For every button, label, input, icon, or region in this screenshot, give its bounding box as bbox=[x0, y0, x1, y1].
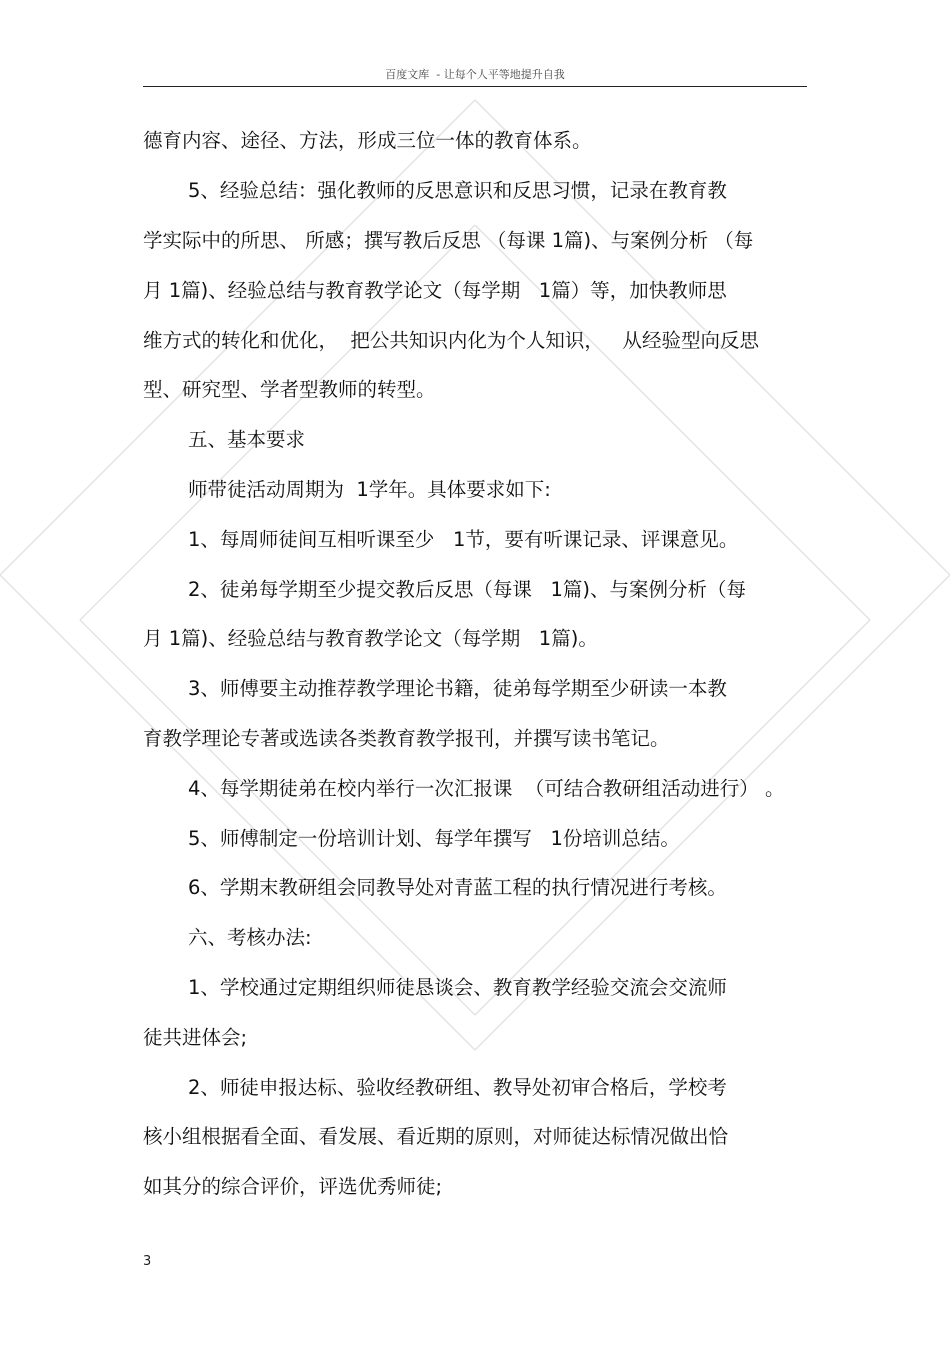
body-line: 3、师傅要主动推荐教学理论书籍，徒弟每学期至少研读一本教 bbox=[188, 677, 727, 700]
page-header: 百度文库 - 让每个人平等地提升自我 bbox=[385, 68, 565, 81]
body-line: 育教学理论专著或选读各类教育教学报刊，并撰写读书笔记。 bbox=[143, 727, 670, 750]
page-number: 3 bbox=[143, 1254, 152, 1269]
body-line: 1、每周师徒间互相听课至少 1节，要有听课记录、评课意见。 bbox=[188, 528, 739, 551]
body-line: 维方式的转化和优化， 把公共知识内化为个人知识， 从经验型向反思 bbox=[143, 329, 759, 352]
body-line: 月 1篇)、经验总结与教育教学论文（每学期 1篇)。 bbox=[143, 627, 598, 650]
section-heading: 五、基本要求 bbox=[188, 428, 306, 451]
body-line: 2、师徒申报达标、验收经教研组、教导处初审合格后，学校考 bbox=[188, 1076, 727, 1099]
body-line: 徒共进体会; bbox=[143, 1026, 248, 1049]
header-divider bbox=[143, 86, 807, 87]
body-line: 学实际中的所思、 所感；撰写教后反思 （每课 1篇)、与案例分析 （每 bbox=[143, 229, 754, 252]
body-line: 5、经验总结：强化教师的反思意识和反思习惯，记录在教育教 bbox=[188, 179, 727, 202]
body-line: 4、每学期徒弟在校内举行一次汇报课 （可结合教研组活动进行） 。 bbox=[188, 777, 785, 800]
body-line: 月 1篇)、经验总结与教育教学论文（每学期 1篇）等，加快教师思 bbox=[143, 279, 727, 302]
body-line: 1、学校通过定期组织师徒恳谈会、教育教学经验交流会交流师 bbox=[188, 976, 727, 999]
body-line: 5、师傅制定一份培训计划、每学年撰写 1份培训总结。 bbox=[188, 827, 680, 850]
body-line: 2、徒弟每学期至少提交教后反思（每课 1篇)、与案例分析（每 bbox=[188, 578, 747, 601]
body-line: 型、研究型、学者型教师的转型。 bbox=[143, 378, 436, 401]
section-heading: 六、考核办法: bbox=[188, 926, 312, 949]
body-line: 如其分的综合评价，评选优秀师徒; bbox=[143, 1175, 443, 1198]
body-line: 6、学期末教研组会同教导处对青蓝工程的执行情况进行考核。 bbox=[188, 876, 727, 899]
body-line: 师带徒活动周期为 1学年。具体要求如下: bbox=[188, 478, 551, 501]
body-line: 德育内容、途径、方法，形成三位一体的教育体系。 bbox=[143, 129, 592, 152]
body-line: 核小组根据看全面、看发展、看近期的原则，对师徒达标情况做出恰 bbox=[143, 1125, 729, 1148]
